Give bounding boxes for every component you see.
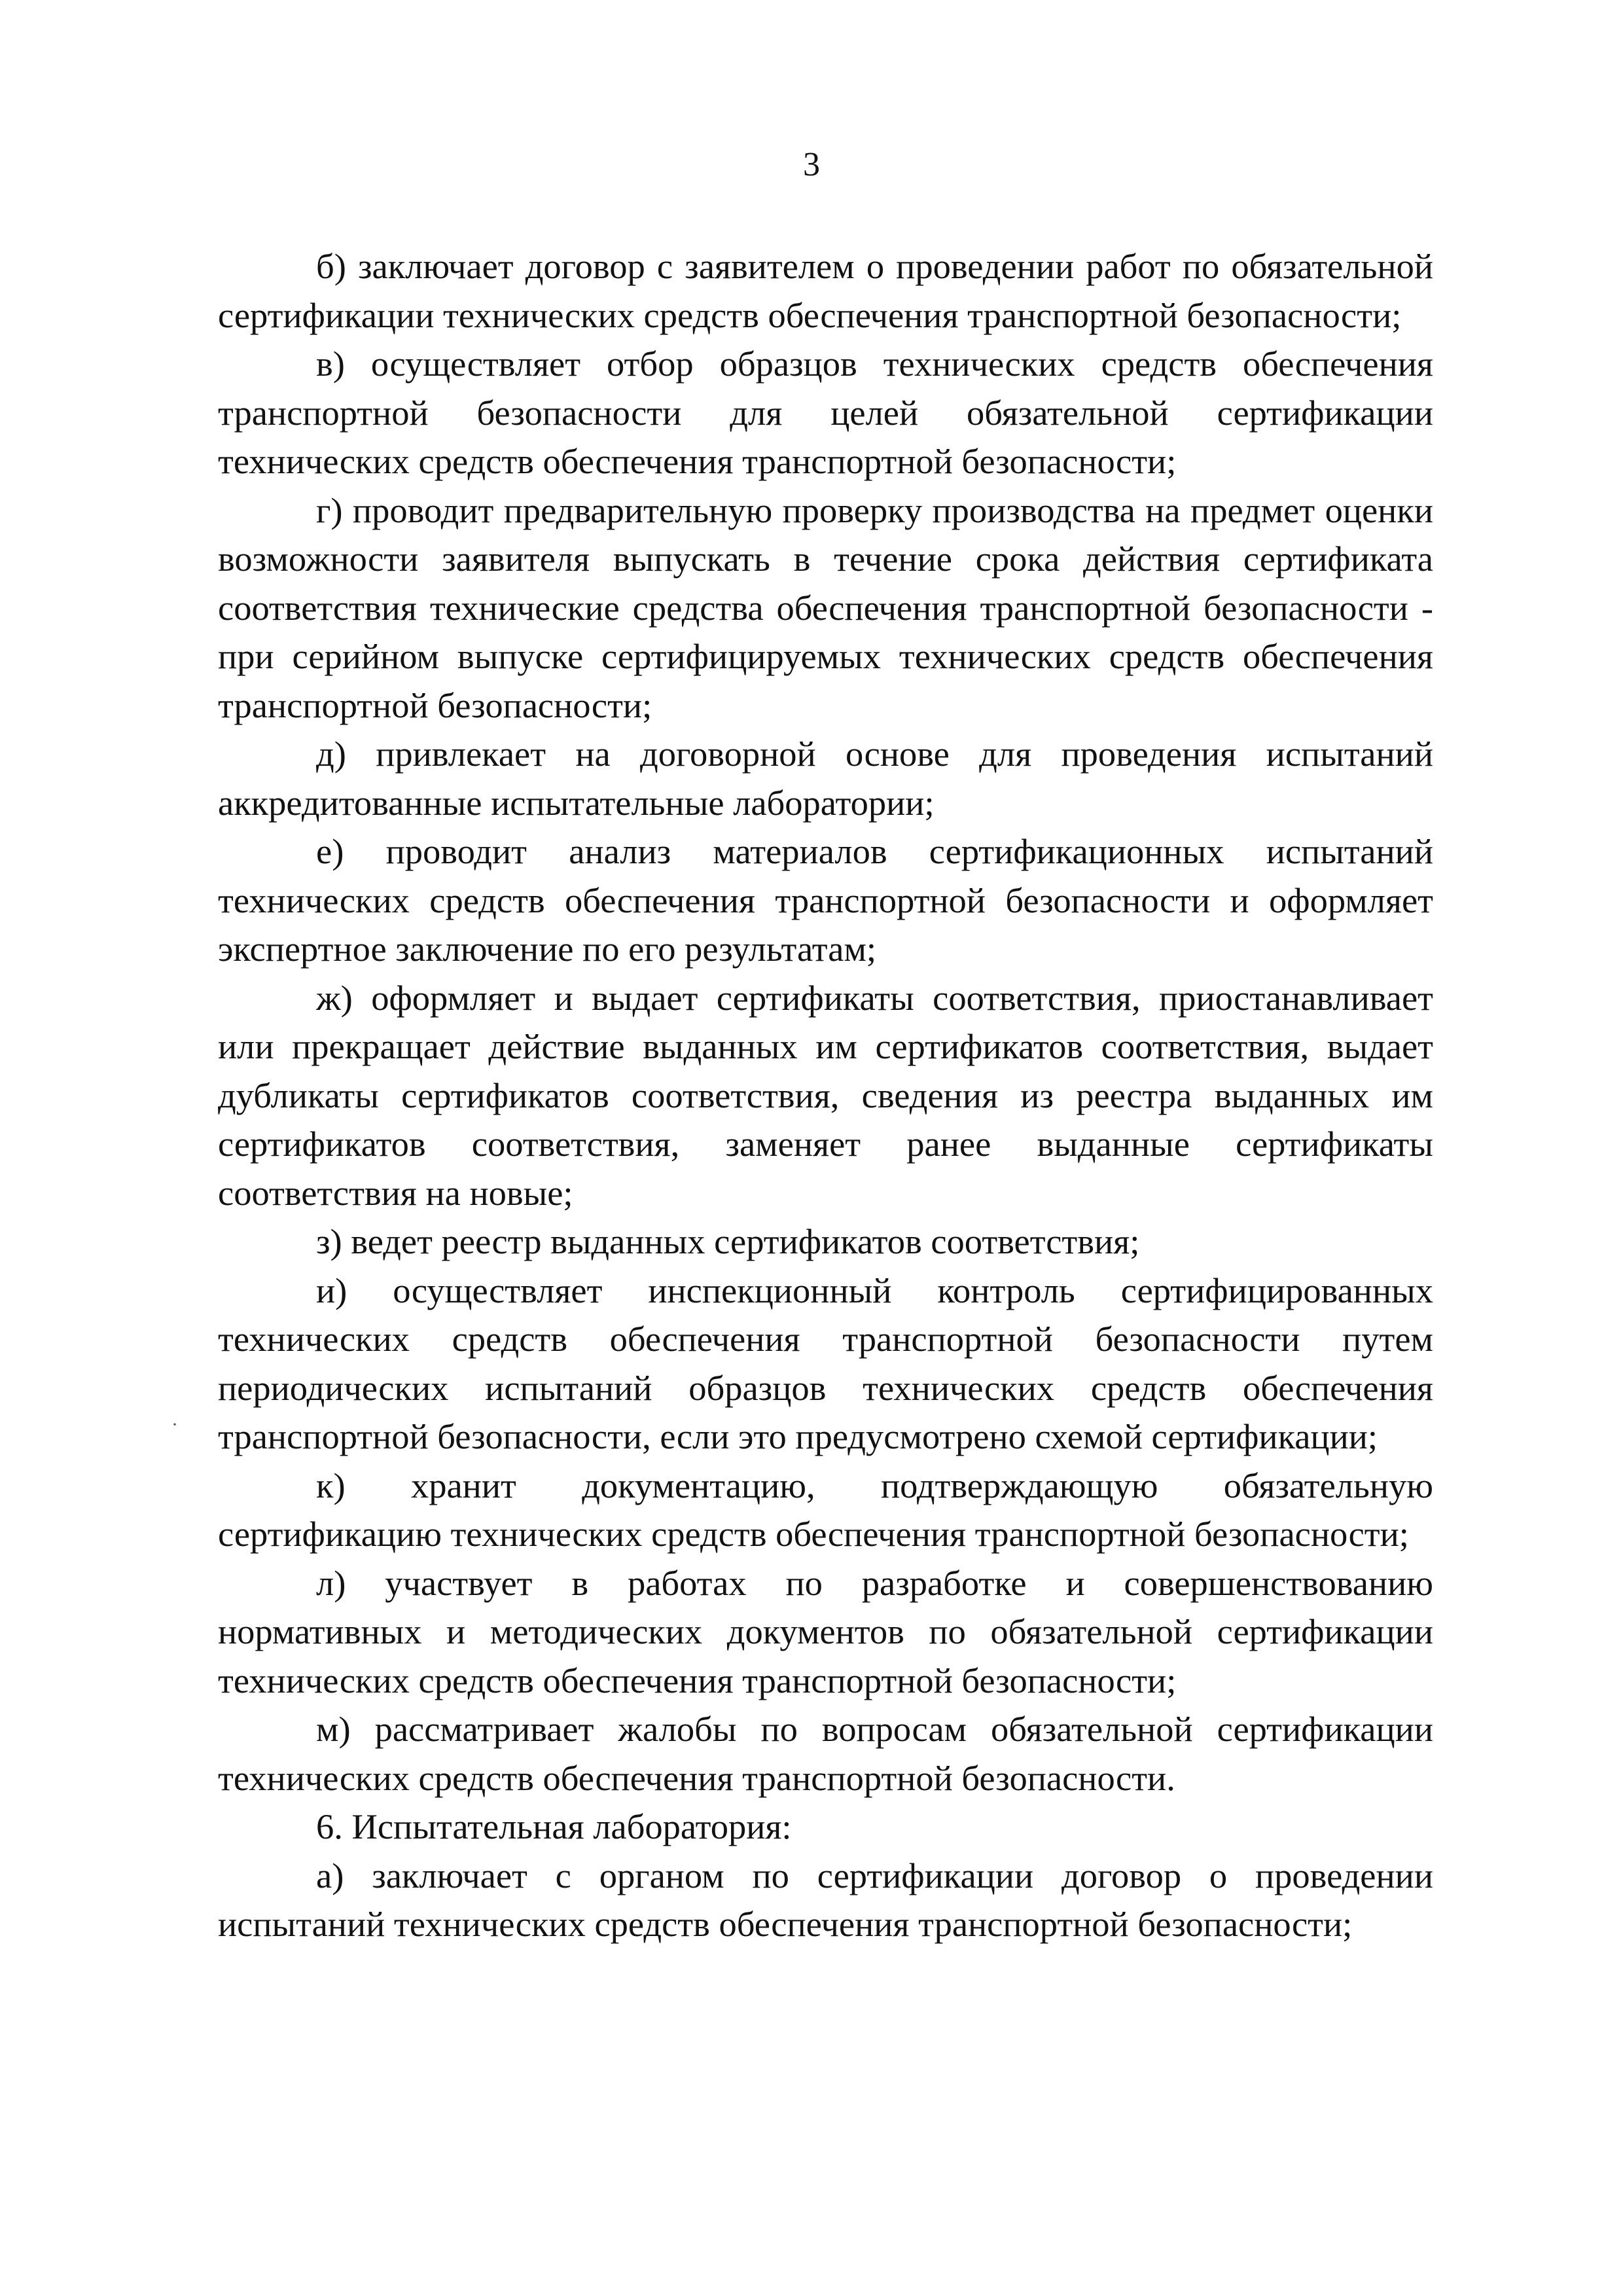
body-text xyxy=(218,242,1433,1949)
paragraph-g: г) проводит предварительную проверку производства на предмет оценки возможности заявителя выпускать в течение срока действия сертификата соответствия технические средства обеспечения транспортной безопасности - при серийном выпуске сертифицируемых технических средств обеспечения транспортной безопасности; xyxy=(218,490,1433,725)
scan-speck: · xyxy=(171,1414,178,1435)
paragraph-zh: ж) оформляет и выдает сертификаты соответствия, приостанавливает или прекращает действие выданных им сертификатов соответствия, выдает дубликаты сертификатов соответствия, сведения из реестра выданных им сертификатов соответствия, заменяет ранее выданные сертификаты соответствия на новые; xyxy=(218,977,1433,1213)
paragraph-e: е) проводит анализ материалов сертификационных испытаний технических средств обеспечения транспортной безопасности и оформляет экспертное заключение по его результатам; xyxy=(218,831,1433,969)
paragraph-d: д) привлекает на договорной основе для проведения испытаний аккредитованные испытательные лаборатории; xyxy=(218,734,1433,823)
paragraph-z: з) ведет реестр выданных сертификатов соответствия; xyxy=(316,1221,1140,1261)
paragraph-v: в) осуществляет отбор образцов технических средств обеспечения транспортной безопасности для целей обязательной сертификации технических средств обеспечения транспортной безопасности; xyxy=(218,344,1433,481)
page-number: 3 xyxy=(803,146,820,183)
paragraph-l: л) участвует в работах по разработке и совершенствованию нормативных и методических документов по обязательной сертификации технических средств обеспечения транспортной безопасности; xyxy=(218,1562,1433,1700)
paragraph-k: к) хранит документацию, подтверждающую обязательную сертификацию технических средств обеспечения транспортной безопасности; xyxy=(218,1465,1433,1554)
paragraph-b: б) заключает договор с заявителем о проведении работ по обязательной сертификации технических средств обеспечения транспортной безопасности; xyxy=(218,246,1433,335)
paragraph-6a: а) заключает с органом по сертификации договор о проведении испытаний технических средств обеспечения транспортной безопасности; xyxy=(218,1855,1433,1944)
paragraph-m: м) рассматривает жалобы по вопросам обязательной сертификации технических средств обеспечения транспортной безопасности. xyxy=(218,1709,1433,1798)
paragraph-i: и) осуществляет инспекционный контроль сертифицированных технических средств обеспечения транспортной безопасности путем периодических испытаний образцов технических средств обеспечения транспортной безопасности, если это предусмотрено схемой сертификации; xyxy=(218,1270,1433,1456)
section-6-heading: 6. Испытательная лаборатория: xyxy=(316,1806,792,1846)
